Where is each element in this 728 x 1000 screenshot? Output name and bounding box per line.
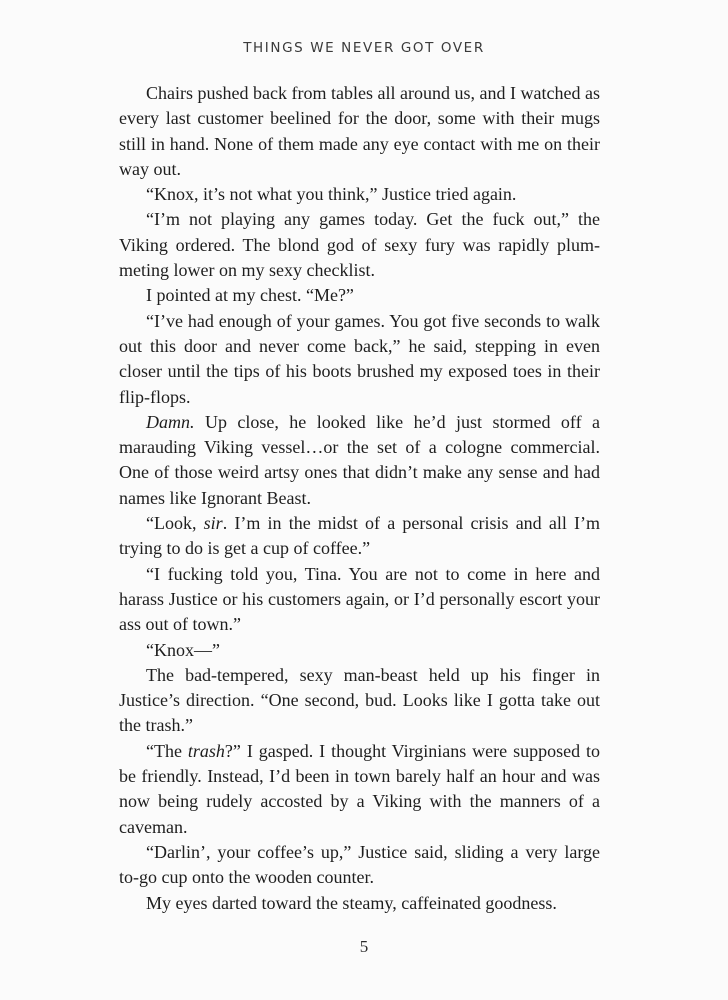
page-number: 5 — [359, 937, 369, 956]
paragraph — [119, 182, 600, 207]
text-run: ?” I gasped. I thought Virginians were supposed to be friendly. Instead, I’d been in town barely half an hour and was now being rudely accosted by a Viking with the manners of a caveman. — [119, 740, 600, 837]
paragraph — [119, 207, 600, 283]
italic-text: trash — [187, 740, 225, 761]
paragraph — [119, 309, 600, 410]
paragraph — [119, 511, 600, 562]
text-run: “Darlin’, your coffee’s up,” Justice said, sliding a very large to-go cup onto the wooden counter. — [119, 841, 600, 888]
text-run: “The — [146, 740, 188, 761]
text-run: “Knox—” — [146, 639, 220, 660]
text-run: The bad-tempered, sexy man-beast held up his finger in Justice’s direction. “One second, bud. Looks like I gotta take out the trash.” — [119, 664, 600, 736]
text-run: “I’m not playing any games today. Get the fuck out,” the Viking ordered. The blond god of sexy fury was rapidly plummeting lower on my sexy checklist. — [119, 209, 600, 281]
paragraph — [119, 81, 600, 182]
italic-text: sir — [203, 513, 223, 534]
text-run: “I fucking told you, Tina. You are not to come in here and harass Justice or his customers again, or I’d personally escort your ass out of town.” — [119, 563, 600, 635]
paragraph — [119, 410, 600, 511]
text-run: Up close, he looked like he’d just stormed off a marauding Viking vessel…or the set of a cologne commercial. One of those weird artsy ones that didn’t make any sense and had names like Ignorant Beast. — [119, 411, 600, 508]
text-run: I pointed at my chest. “Me?” — [146, 285, 354, 306]
paragraph — [119, 840, 600, 891]
running-head: THINGS WE NEVER GOT OVER — [243, 40, 485, 56]
paragraph — [119, 562, 600, 638]
italic-text: Damn. — [146, 411, 195, 432]
text-run: . I’m in the midst of a personal crisis and all I’m trying to do is get a cup of coffee.” — [119, 513, 601, 559]
paragraph — [119, 739, 600, 840]
text-run: My eyes darted toward the steamy, caffeinated goodness. — [146, 892, 557, 913]
body-text — [119, 81, 600, 916]
text-run: “I’ve had enough of your games. You got five seconds to walk out this door and never come back,” he said, stepping in even closer until the tips of his boots brushed my exposed toes in their flip-flops. — [119, 310, 600, 407]
text-run: Chairs pushed back from tables all around us, and I watched as every last customer beelined for the door, some with their mugs still in hand. None of them made any eye contact with me on their way out. — [119, 83, 600, 179]
paragraph — [119, 283, 600, 308]
text-run: “Knox, it’s not what you think,” Justice tried again. — [146, 184, 517, 205]
paragraph — [119, 891, 600, 916]
paragraph — [119, 638, 600, 663]
text-run: “Look, — [146, 513, 204, 534]
paragraph — [119, 663, 600, 739]
